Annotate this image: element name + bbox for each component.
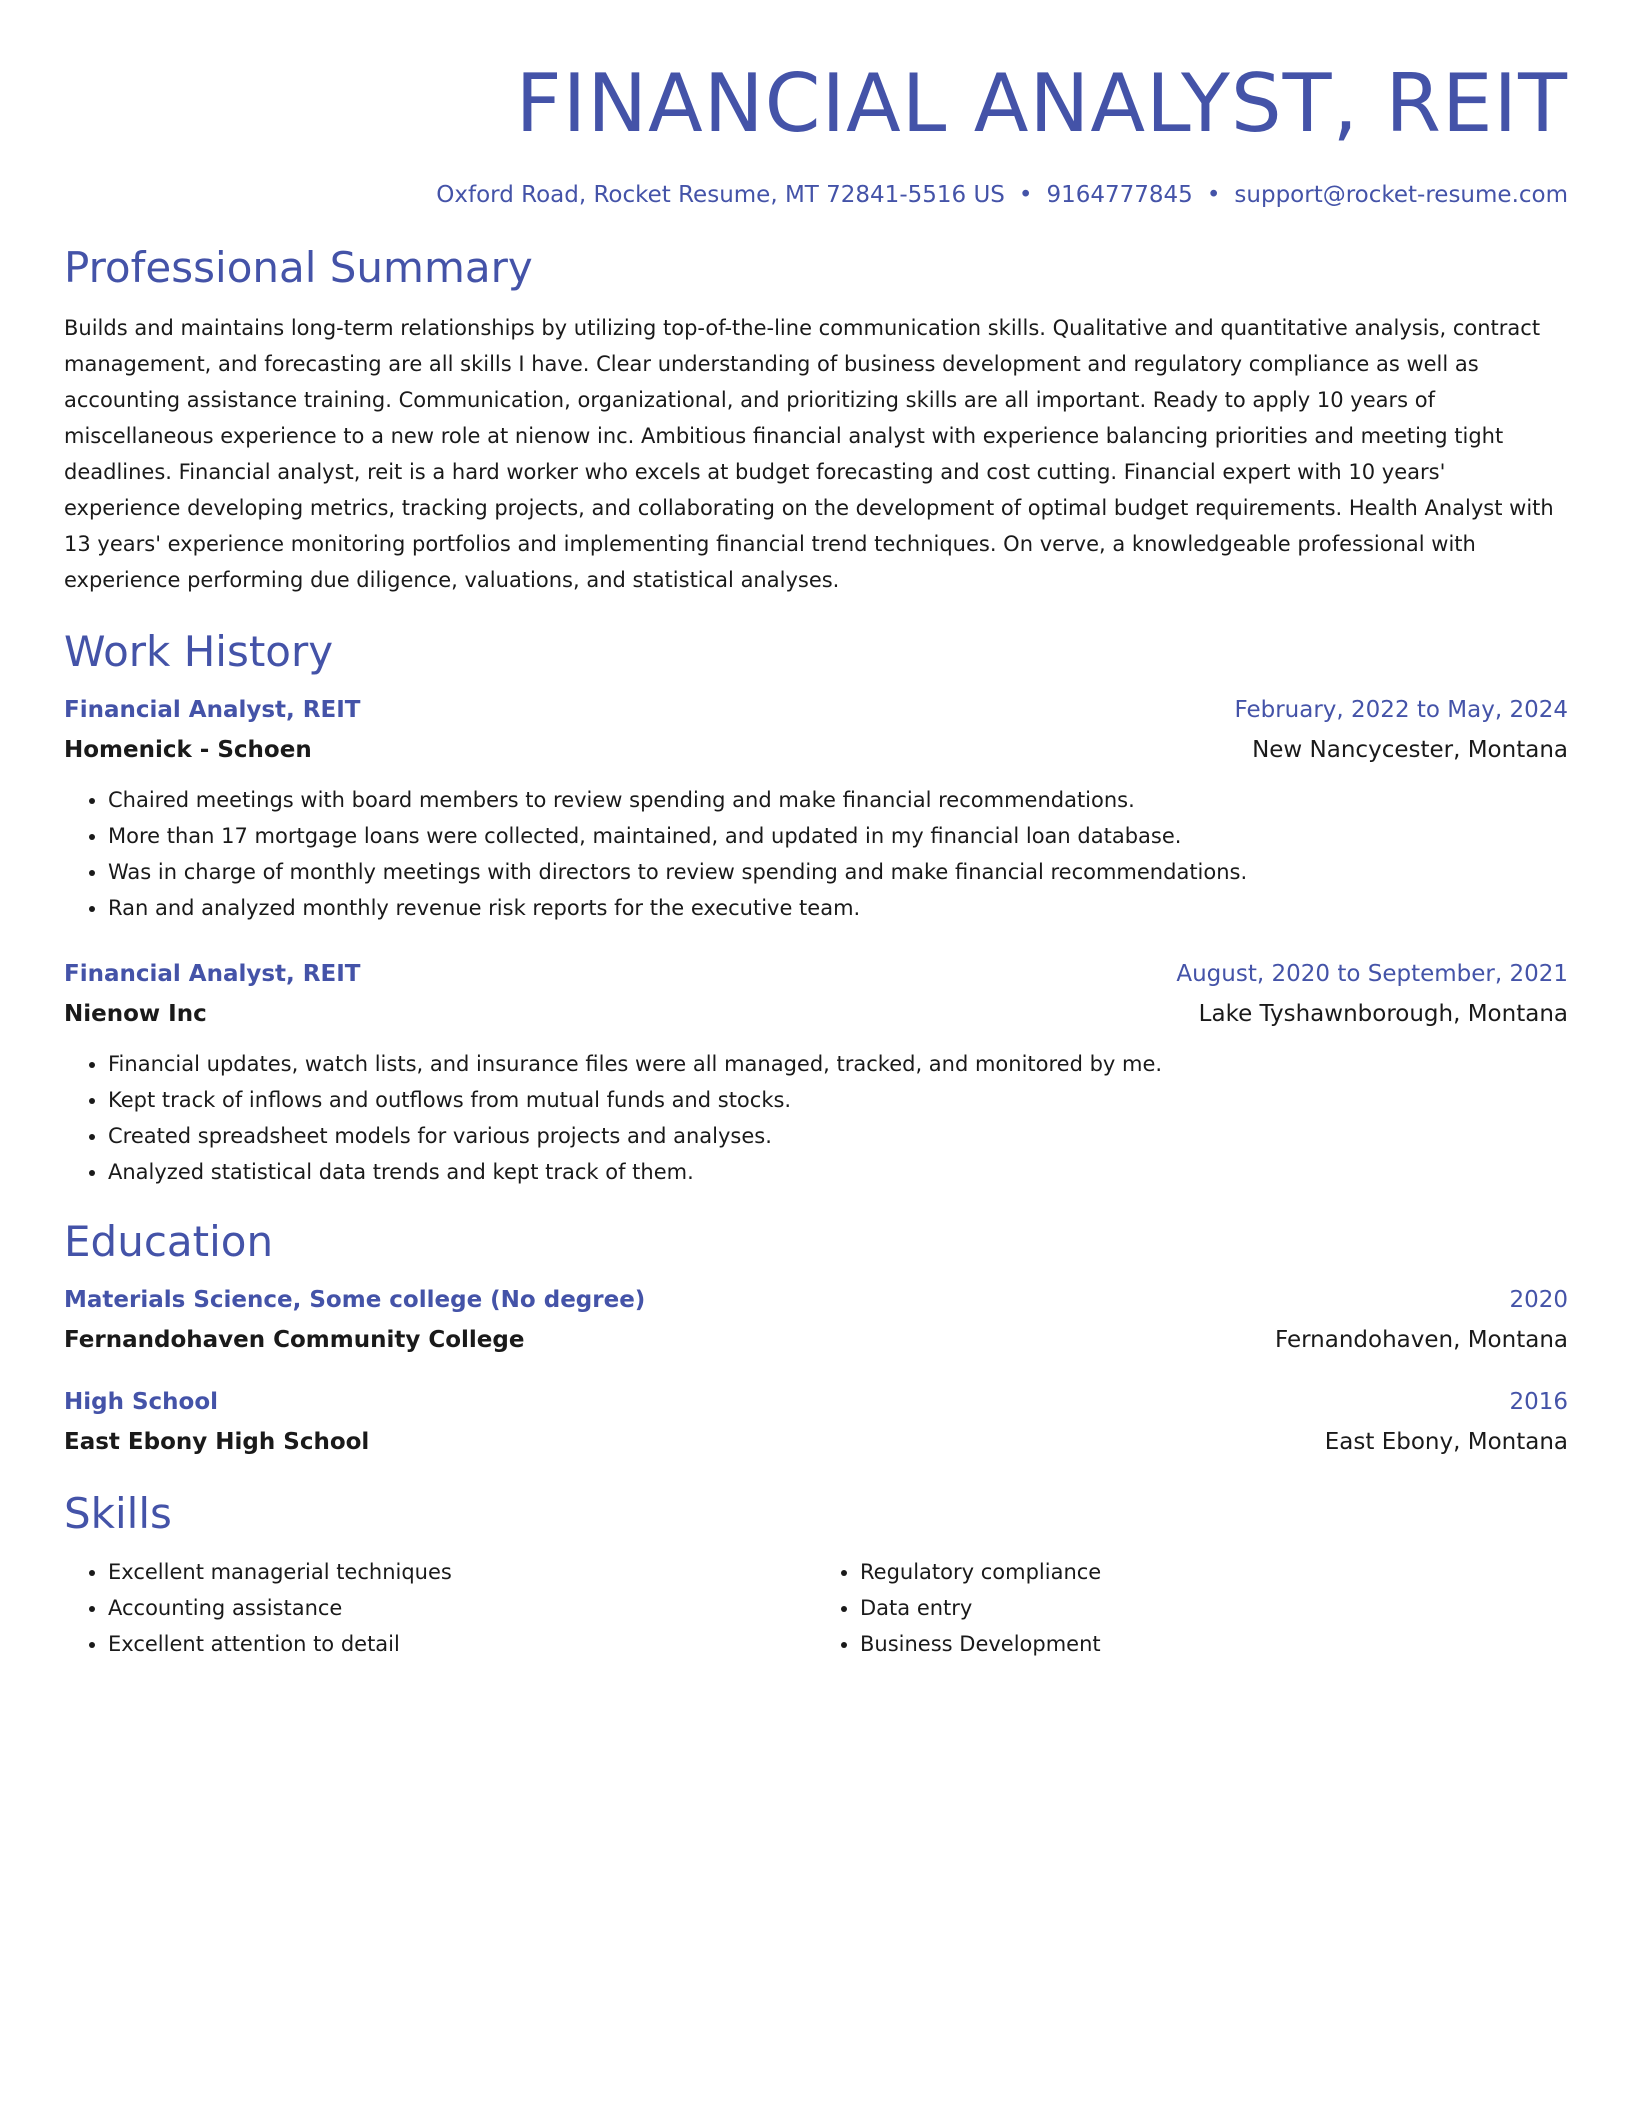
job-company-row	[64, 994, 1568, 1034]
education-school: Fernandohaven Community College	[64, 1327, 525, 1353]
job-bullet: • More than 17 mortgage loans were collected, maintained, and updated in my financial loan database.	[108, 818, 1568, 854]
summary-text: Builds and maintains long-term relationships by utilizing top-of-the-line communication skills. Qualitative and quantitative analysis, contract management, and forecasting are all skills I have. Clear understanding of business development and regulatory compliance as well as accounting assistance training. Communication, organizational, and prioritizing skills are all important. Ready to apply 10 years of miscellaneous experience to a new role at nienow inc. Ambitious financial analyst with experience balancing priorities and meeting tight deadlines. Financial analyst, reit is a hard worker who excels at budget forecasting and cost cutting. Financial expert with 10 years' experience developing metrics, tracking projects, and collaborating on the development of optimal budget requirements. Health Analyst with 13 years' experience monitoring portfolios and implementing financial trend techniques. On verve, a knowledgeable professional with experience performing due diligence, valuations, and statistical analyses.	[64, 316, 1554, 592]
job-bullet: • Was in charge of monthly meetings with directors to review spending and make financial recommendations.	[108, 854, 1568, 890]
education-header-row	[64, 1382, 1568, 1422]
contact-phone: 9164777845	[1046, 182, 1193, 208]
skill-item: • Excellent attention to detail	[108, 1626, 816, 1662]
job-dates: August, 2020 to September, 2021	[1176, 961, 1568, 987]
work-history-heading: Work History	[64, 627, 334, 676]
job-bullet: • Kept track of inflows and outflows from mutual funds and stocks.	[108, 1082, 1568, 1118]
job-header-row	[64, 690, 1568, 730]
skill-item: • Regulatory compliance	[860, 1554, 1568, 1590]
job-entry	[64, 690, 1568, 926]
education-entry	[64, 1280, 1568, 1360]
skills-list	[816, 1554, 1568, 1662]
job-bullet: • Ran and analyzed monthly revenue risk reports for the executive team.	[108, 890, 1568, 926]
education-heading: Education	[64, 1217, 274, 1266]
job-dates: February, 2022 to May, 2024	[1234, 697, 1568, 723]
resume-header	[64, 52, 1568, 212]
job-company: Nienow Inc	[64, 1001, 207, 1027]
job-bullet: • Created spreadsheet models for various projects and analyses.	[108, 1118, 1568, 1154]
education-school: East Ebony High School	[64, 1429, 370, 1455]
skills-list	[64, 1554, 816, 1662]
job-bullet: • Analyzed statistical data trends and kept track of them.	[108, 1154, 1568, 1190]
education-school-row	[64, 1320, 1568, 1360]
contact-line	[64, 178, 1568, 212]
skill-item: • Excellent managerial techniques	[108, 1554, 816, 1590]
education-header-row	[64, 1280, 1568, 1320]
education-entry	[64, 1382, 1568, 1462]
skills-column-right	[816, 1554, 1568, 1662]
skills-heading: Skills	[64, 1489, 172, 1538]
education-degree: Materials Science, Some college (No degree)	[64, 1287, 646, 1313]
job-bullet: • Financial updates, watch lists, and insurance files were all managed, tracked, and monitored by me.	[108, 1046, 1568, 1082]
job-bullet: • Chaired meetings with board members to review spending and make financial recommendations.	[108, 782, 1568, 818]
job-location: New Nancycester, Montana	[1252, 737, 1568, 763]
education-location: Fernandohaven, Montana	[1274, 1327, 1568, 1353]
skill-item: • Business Development	[860, 1626, 1568, 1662]
job-role: Financial Analyst, REIT	[64, 961, 361, 987]
resume-name: FINANCIAL ANALYST, REIT	[515, 57, 1568, 150]
contact-separator: •	[1018, 182, 1033, 208]
job-header-row	[64, 954, 1568, 994]
contact-email[interactable]: support@rocket-resume.com	[1234, 182, 1568, 208]
job-company-row	[64, 730, 1568, 770]
job-role: Financial Analyst, REIT	[64, 697, 361, 723]
education-degree: High School	[64, 1389, 219, 1415]
education-year: 2020	[1509, 1287, 1568, 1313]
skills-grid	[64, 1554, 1568, 1662]
contact-address: Oxford Road, Rocket Resume, MT 72841-5516 US	[436, 182, 1005, 208]
job-company: Homenick - Schoen	[64, 737, 312, 763]
skills-column-left	[64, 1554, 816, 1662]
job-entry	[64, 954, 1568, 1190]
education-year: 2016	[1509, 1389, 1568, 1415]
summary-heading: Professional Summary	[64, 243, 533, 292]
education-location: East Ebony, Montana	[1324, 1429, 1568, 1455]
job-location: Lake Tyshawnborough, Montana	[1198, 1001, 1568, 1027]
job-bullets	[64, 782, 1568, 926]
skill-item: • Accounting assistance	[108, 1590, 816, 1626]
contact-separator: •	[1206, 182, 1221, 208]
skill-item: • Data entry	[860, 1590, 1568, 1626]
job-bullets	[64, 1046, 1568, 1190]
education-school-row	[64, 1422, 1568, 1462]
